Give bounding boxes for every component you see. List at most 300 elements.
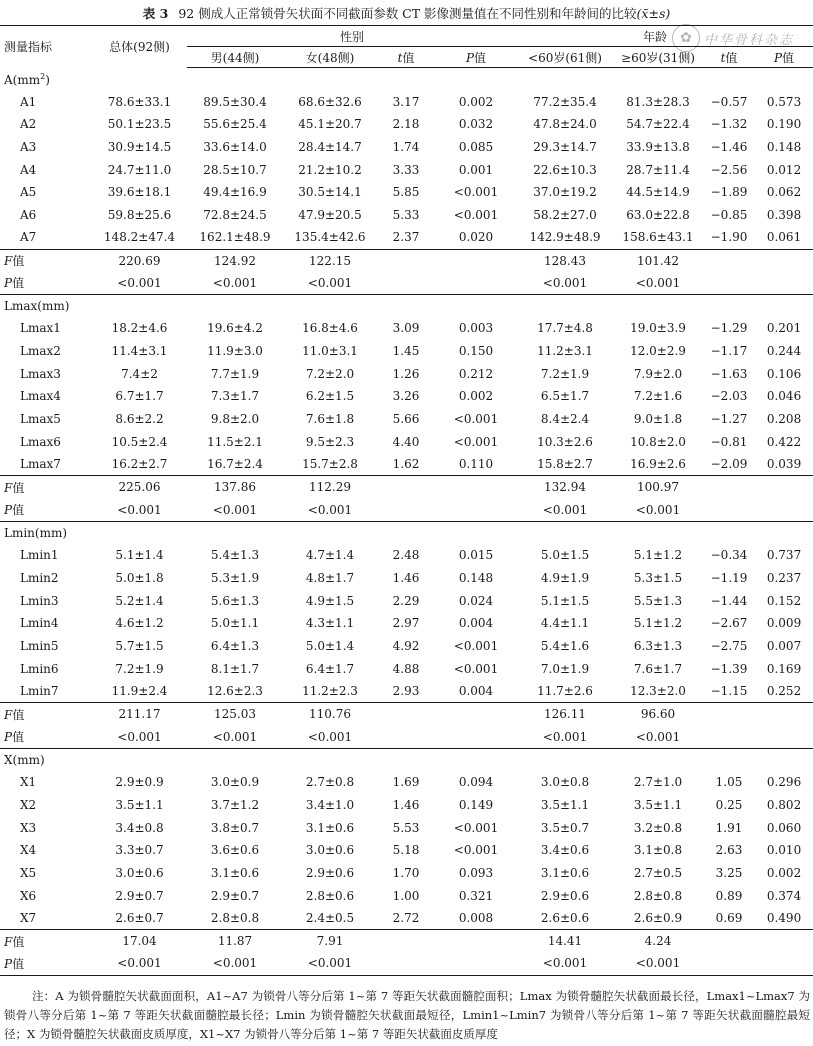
table-cell: 3.25 xyxy=(715,865,743,880)
col-group-sex: 性别 xyxy=(187,26,517,47)
table-cell: 0.001 xyxy=(458,162,494,177)
table-cell: 0.321 xyxy=(458,888,494,903)
table-cell: 0.190 xyxy=(766,117,802,132)
journal-seal-icon: ✿ xyxy=(672,24,700,52)
table-cell: 7.2±1.9 xyxy=(540,366,590,381)
table-cell: 4.9±1.9 xyxy=(540,570,590,585)
table-cell: 7.3±1.7 xyxy=(210,389,260,404)
table-cell: 162.1±48.9 xyxy=(199,230,271,245)
table-cell: 16.8±4.6 xyxy=(302,321,358,336)
table-cell: 11.5±2.1 xyxy=(207,434,263,449)
table-cell: <0.001 xyxy=(453,639,499,654)
stat-label: F值 xyxy=(0,930,92,953)
table-cell: 6.4±1.7 xyxy=(305,661,355,676)
table-cell: 0.024 xyxy=(458,593,494,608)
table-cell: 10.8±2.0 xyxy=(630,434,686,449)
table-cell: 3.4±1.0 xyxy=(305,797,355,812)
table-cell: 30.5±14.1 xyxy=(298,185,362,200)
table-cell: 2.6±0.9 xyxy=(633,911,683,926)
table-cell: 3.09 xyxy=(392,321,420,336)
table-cell: 3.1±0.6 xyxy=(305,820,355,835)
table-cell: 10.3±2.6 xyxy=(537,434,593,449)
section-title: Lmax(mm) xyxy=(0,294,813,317)
table-cell: Lmin5 xyxy=(20,639,59,654)
table-cell: 12.3±2.0 xyxy=(630,684,686,699)
table-cell: 1.91 xyxy=(715,820,743,835)
table-cell: A1 xyxy=(20,94,37,109)
table-cell: 0.003 xyxy=(458,321,494,336)
table-cell: 28.7±11.4 xyxy=(626,162,690,177)
table-cell: 9.5±2.3 xyxy=(305,434,355,449)
table-cell: 220.69 xyxy=(92,249,187,272)
table-cell: 29.3±14.7 xyxy=(533,139,597,154)
table-label: 表 3 xyxy=(142,6,169,21)
table-cell: 5.4±1.3 xyxy=(210,548,260,563)
table-cell: 110.76 xyxy=(283,703,377,726)
table-cell: 19.6±4.2 xyxy=(207,321,263,336)
table-cell: 37.0±19.2 xyxy=(533,185,597,200)
table-cell: 15.8±2.7 xyxy=(537,457,593,472)
table-cell: −1.27 xyxy=(710,412,748,427)
table-cell: 124.92 xyxy=(187,249,283,272)
table-cell: 3.5±0.7 xyxy=(540,820,590,835)
table-cell xyxy=(755,930,813,953)
table-cell: −1.90 xyxy=(710,230,748,245)
table-cell: 4.88 xyxy=(392,661,420,676)
table-cell: 5.66 xyxy=(392,412,420,427)
col-header-female: 女(48侧) xyxy=(283,47,377,68)
table-cell: <0.001 xyxy=(542,729,588,744)
table-cell: 0.032 xyxy=(458,117,494,132)
table-cell: A4 xyxy=(20,162,37,177)
table-cell: X6 xyxy=(20,888,37,903)
table-title: 92 侧成人正常锁骨矢状面不同截面参数 CT 影像测量值在不同性别和年龄间的比较 xyxy=(178,6,637,21)
table-cell: 5.0±1.4 xyxy=(305,639,355,654)
table-cell: 6.5±1.7 xyxy=(540,389,590,404)
table-cell: 5.18 xyxy=(392,843,420,858)
section-title: X(mm) xyxy=(0,748,813,771)
table-cell: Lmax5 xyxy=(20,412,61,427)
col-header-p-age: P值 xyxy=(755,47,813,68)
table-row xyxy=(0,181,813,204)
table-cell: −2.75 xyxy=(710,639,748,654)
table-cell: 0.737 xyxy=(766,548,802,563)
table-cell: 11.9±2.4 xyxy=(111,684,168,699)
table-cell: −0.85 xyxy=(710,207,748,222)
table-cell: 4.3±1.1 xyxy=(305,616,355,631)
table-cell: Lmax2 xyxy=(20,344,61,359)
table-cell: 0.422 xyxy=(766,434,802,449)
table-cell: 0.152 xyxy=(766,593,802,608)
table-cell: 2.7±0.5 xyxy=(633,865,683,880)
table-cell: 68.6±32.6 xyxy=(298,94,362,109)
table-cell xyxy=(435,249,517,272)
table-cell: <0.001 xyxy=(453,185,499,200)
table-cell: −0.34 xyxy=(710,548,748,563)
table-cell: 10.5±2.4 xyxy=(111,434,168,449)
table-cell: 7.6±1.8 xyxy=(305,412,355,427)
table-cell: 2.37 xyxy=(392,230,420,245)
table-cell: 3.1±0.8 xyxy=(633,843,683,858)
table-row xyxy=(0,362,813,385)
table-cell: 7.4±2 xyxy=(121,366,158,381)
table-cell: <0.001 xyxy=(307,729,353,744)
table-cell: 142.9±48.9 xyxy=(529,230,601,245)
table-cell: 0.020 xyxy=(458,230,494,245)
table-cell: 0.039 xyxy=(766,457,802,472)
table-cell: 5.1±1.4 xyxy=(115,548,164,563)
table-footnote: 注：A 为锁骨髓腔矢状截面面积，A1~A7 为锁骨八等分后第 1~第 7 等距矢状截面髓腔面积；Lmax 为锁骨髓腔矢状截面最长径，Lmax1~Lmax7 为锁骨八等分后第 1~第 7 等距矢状截面髓腔最长径；Lmin 为锁骨髓腔矢状截面最短径，Lmin1~Lmin7 为锁骨八等分后第 1~第 7 等距矢状截面髓腔最短径；X 为锁骨髓腔矢状截面皮质厚度，X1~X7 为锁骨八等分后第 1~第 7 等距矢状截面皮质厚度 xyxy=(4,989,810,1041)
table-cell: 0.061 xyxy=(766,230,802,245)
table-cell: 0.244 xyxy=(766,344,802,359)
table-cell: 19.0±3.9 xyxy=(630,321,686,336)
table-row xyxy=(0,567,813,590)
table-cell: 100.97 xyxy=(613,476,703,499)
table-cell: 0.094 xyxy=(458,775,494,790)
table-cell: 6.2±1.5 xyxy=(305,389,355,404)
table-cell: 5.1±1.5 xyxy=(540,593,590,608)
table-cell xyxy=(755,272,813,295)
table-cell: <0.001 xyxy=(92,952,187,975)
table-cell: 148.2±47.4 xyxy=(103,230,176,245)
table-cell: 3.6±0.6 xyxy=(210,843,260,858)
table-cell: 3.3±0.7 xyxy=(115,843,164,858)
table-cell: <0.001 xyxy=(517,952,613,975)
table-cell: 7.0±1.9 xyxy=(540,661,590,676)
table-cell: 8.1±1.7 xyxy=(210,661,260,676)
table-cell: −0.57 xyxy=(710,94,748,109)
table-cell: 45.1±20.7 xyxy=(298,117,362,132)
table-cell: Lmin1 xyxy=(20,548,59,563)
table-cell xyxy=(755,725,813,748)
stat-label: P值 xyxy=(4,503,25,518)
table-row xyxy=(0,612,813,635)
table-cell: <0.001 xyxy=(453,412,499,427)
table-cell: <0.001 xyxy=(453,207,499,222)
table-row xyxy=(0,453,813,476)
table-cell: 7.9±2.0 xyxy=(633,366,683,381)
stat-row-p xyxy=(0,952,813,975)
table-cell: −1.39 xyxy=(710,661,748,676)
table-cell: 4.24 xyxy=(613,930,703,953)
table-cell xyxy=(377,930,435,953)
table-cell: −2.09 xyxy=(710,457,748,472)
table-cell: Lmax6 xyxy=(20,434,61,449)
table-cell: 2.93 xyxy=(392,684,420,699)
table-cell: 2.97 xyxy=(392,616,420,631)
table-cell: 9.8±2.0 xyxy=(210,412,260,427)
table-cell: X5 xyxy=(20,865,37,880)
section-header-row xyxy=(0,748,813,771)
table-cell xyxy=(755,952,813,975)
table-cell: 3.0±0.6 xyxy=(115,865,164,880)
table-row xyxy=(0,635,813,658)
table-cell xyxy=(377,249,435,272)
table-cell: 0.148 xyxy=(458,570,494,585)
stat-row-p xyxy=(0,725,813,748)
table-cell xyxy=(435,703,517,726)
table-cell: 89.5±30.4 xyxy=(203,94,267,109)
table-cell: 5.7±1.5 xyxy=(115,639,164,654)
table-cell: 0.093 xyxy=(458,865,494,880)
table-cell: 0.106 xyxy=(766,366,802,381)
table-cell: 7.2±1.6 xyxy=(633,389,683,404)
section-title: $A(mm^2)$ xyxy=(4,71,50,87)
col-header-t-sex: t值 xyxy=(377,47,435,68)
table-cell xyxy=(755,476,813,499)
table-cell: 3.8±0.7 xyxy=(210,820,260,835)
table-cell: 137.86 xyxy=(187,476,283,499)
table-cell: 11.2±2.3 xyxy=(302,684,358,699)
table-cell: 0.89 xyxy=(715,888,743,903)
table-cell: 7.2±1.9 xyxy=(115,661,164,676)
table-cell: 125.03 xyxy=(187,703,283,726)
table-cell: 5.33 xyxy=(392,207,420,222)
table-cell: 3.1±0.6 xyxy=(210,865,260,880)
table-cell: 4.8±1.7 xyxy=(305,570,355,585)
table-cell: 54.7±22.4 xyxy=(626,117,690,132)
table-cell xyxy=(435,725,517,748)
table-cell: 72.8±24.5 xyxy=(203,207,267,222)
table-cell: 2.63 xyxy=(715,843,743,858)
table-cell: 4.7±1.4 xyxy=(305,548,355,563)
table-cell: 6.4±1.3 xyxy=(210,639,260,654)
table-cell: <0.001 xyxy=(542,275,588,290)
table-cell: 44.5±14.9 xyxy=(626,185,690,200)
table-cell: 1.26 xyxy=(392,366,420,381)
table-cell: 3.4±0.6 xyxy=(540,843,590,858)
table-cell: X3 xyxy=(20,820,37,835)
table-cell: 39.6±18.1 xyxy=(107,185,172,200)
table-cell: <0.001 xyxy=(453,843,499,858)
table-row xyxy=(0,884,813,907)
table-cell: <0.001 xyxy=(453,820,499,835)
table-cell xyxy=(755,249,813,272)
table-cell: 0.212 xyxy=(458,366,494,381)
table-row xyxy=(0,158,813,181)
table-cell: 2.7±0.8 xyxy=(305,775,355,790)
table-cell: 0.148 xyxy=(766,139,802,154)
data-table xyxy=(0,25,813,976)
table-caption xyxy=(0,4,813,22)
table-cell: <0.001 xyxy=(212,502,258,517)
table-cell: 2.9±0.6 xyxy=(305,865,355,880)
table-row xyxy=(0,657,813,680)
table-cell: 18.2±4.6 xyxy=(111,321,168,336)
table-row xyxy=(0,113,813,136)
table-cell: A2 xyxy=(20,117,37,132)
table-cell: X2 xyxy=(20,797,37,812)
table-cell: 0.009 xyxy=(766,616,802,631)
table-cell: 3.5±1.1 xyxy=(633,797,683,812)
table-cell: <0.001 xyxy=(212,729,258,744)
table-cell: 3.0±0.8 xyxy=(540,775,590,790)
table-cell: 0.110 xyxy=(458,457,494,472)
table-cell: 0.573 xyxy=(766,94,802,109)
table-cell: 7.2±2.0 xyxy=(305,366,355,381)
col-group-age xyxy=(517,26,813,47)
table-cell: 28.5±10.7 xyxy=(203,162,267,177)
table-cell: −1.29 xyxy=(710,321,748,336)
table-cell: 135.4±42.6 xyxy=(294,230,366,245)
table-cell: 16.9±2.6 xyxy=(630,457,686,472)
table-cell: −2.67 xyxy=(710,616,748,631)
table-cell: 0.015 xyxy=(458,548,494,563)
table-cell: −1.46 xyxy=(710,139,748,154)
table-cell: 21.2±10.2 xyxy=(298,162,362,177)
table-cell: 4.6±1.2 xyxy=(115,616,164,631)
stat-row-f xyxy=(0,249,813,272)
table-cell: 0.002 xyxy=(458,94,494,109)
table-cell: 47.9±20.5 xyxy=(298,207,362,222)
table-cell: <0.001 xyxy=(453,434,499,449)
table-cell: 1.05 xyxy=(715,775,743,790)
table-cell: 7.91 xyxy=(283,930,377,953)
table-cell: 5.1±1.2 xyxy=(633,548,683,563)
table-cell: 0.374 xyxy=(766,888,802,903)
table-cell: 0.69 xyxy=(715,911,743,926)
table-cell: 14.41 xyxy=(517,930,613,953)
table-cell: 58.2±27.0 xyxy=(533,207,597,222)
table-cell: 3.5±1.1 xyxy=(115,797,164,812)
table-cell: 2.72 xyxy=(392,911,420,926)
table-cell: 12.6±2.3 xyxy=(207,684,263,699)
table-cell: 8.4±2.4 xyxy=(540,412,590,427)
table-cell: 9.0±1.8 xyxy=(633,412,683,427)
table-cell: 16.7±2.4 xyxy=(207,457,263,472)
table-row xyxy=(0,771,813,794)
table-cell: 1.45 xyxy=(392,344,420,359)
table-cell: 5.3±1.9 xyxy=(210,570,260,585)
table-cell: 2.18 xyxy=(392,117,420,132)
table-row xyxy=(0,431,813,454)
table-cell: Lmin4 xyxy=(20,616,59,631)
table-cell: 211.17 xyxy=(92,703,187,726)
table-cell: <0.001 xyxy=(307,502,353,517)
table-cell: 0.398 xyxy=(766,207,802,222)
table-cell: 2.8±0.8 xyxy=(210,911,260,926)
table-cell: 5.6±1.3 xyxy=(210,593,260,608)
section-header-row xyxy=(0,294,813,317)
table-cell: 2.9±0.7 xyxy=(210,888,260,903)
table-cell: 0.237 xyxy=(766,570,802,585)
table-cell: 0.296 xyxy=(766,775,802,790)
table-cell xyxy=(435,476,517,499)
table-cell: 101.42 xyxy=(613,249,703,272)
table-cell: 2.6±0.6 xyxy=(540,911,590,926)
table-cell: 3.17 xyxy=(392,94,420,109)
table-cell: 3.26 xyxy=(392,389,420,404)
stat-row-f xyxy=(0,476,813,499)
col-group-age-label: 年龄 xyxy=(643,29,668,44)
col-header-overall: 总体(92侧) xyxy=(92,26,187,68)
table-cell: 11.2±3.1 xyxy=(537,344,593,359)
table-row xyxy=(0,862,813,885)
table-cell: 5.0±1.1 xyxy=(210,616,260,631)
table-cell xyxy=(377,703,435,726)
table-cell: 50.1±23.5 xyxy=(107,117,172,132)
table-cell: 3.7±1.2 xyxy=(210,797,260,812)
col-header-p-sex: P值 xyxy=(435,47,517,68)
table-cell: 6.3±1.3 xyxy=(633,639,683,654)
table-cell: A3 xyxy=(20,139,37,154)
stat-row-f xyxy=(0,930,813,953)
table-cell: <0.001 xyxy=(117,502,162,517)
table-cell: <0.001 xyxy=(613,952,703,975)
table-row xyxy=(0,794,813,817)
table-cell: <0.001 xyxy=(187,952,283,975)
table-row xyxy=(0,385,813,408)
table-row xyxy=(0,317,813,340)
table-cell: <0.001 xyxy=(542,502,588,517)
table-row xyxy=(0,226,813,249)
table-cell: <0.001 xyxy=(117,729,162,744)
col-header-age-lt60: <60岁(61侧) xyxy=(517,47,613,68)
table-cell: 11.4±3.1 xyxy=(111,344,168,359)
table-cell: 5.2±1.4 xyxy=(115,593,164,608)
table-cell: 8.6±2.2 xyxy=(115,412,164,427)
table-cell: 3.1±0.6 xyxy=(540,865,590,880)
col-header-age-ge60: ≥60岁(31侧) xyxy=(613,47,703,68)
stat-label: F值 xyxy=(0,476,92,499)
table-cell: 1.46 xyxy=(392,570,420,585)
table-cell: 1.69 xyxy=(392,775,420,790)
table-cell: 5.3±1.5 xyxy=(633,570,683,585)
table-cell: 1.74 xyxy=(392,139,420,154)
table-cell: 0.060 xyxy=(766,820,802,835)
table-cell: 0.012 xyxy=(766,162,802,177)
table-row xyxy=(0,839,813,862)
table-cell: 11.87 xyxy=(187,930,283,953)
table-cell: 122.15 xyxy=(283,249,377,272)
header-row-groups xyxy=(0,26,813,47)
table-row xyxy=(0,340,813,363)
table-cell: −1.44 xyxy=(710,593,748,608)
table-cell: 2.29 xyxy=(392,593,420,608)
table-cell: 128.43 xyxy=(517,249,613,272)
table-cell: 28.4±14.7 xyxy=(298,139,362,154)
table-cell: <0.001 xyxy=(635,502,681,517)
table-cell: 0.002 xyxy=(458,389,494,404)
table-cell: 0.004 xyxy=(458,684,494,699)
table-cell: <0.001 xyxy=(283,952,377,975)
table-cell: 5.0±1.5 xyxy=(540,548,590,563)
table-cell xyxy=(703,952,755,975)
table-cell: 0.149 xyxy=(458,797,494,812)
table-cell: 0.010 xyxy=(766,843,802,858)
table-cell xyxy=(435,499,517,522)
table-cell: 33.6±14.0 xyxy=(203,139,267,154)
table-cell: 47.8±24.0 xyxy=(533,117,597,132)
table-cell: 4.4±1.1 xyxy=(540,616,590,631)
table-cell: A6 xyxy=(20,207,37,222)
table-cell: 63.0±22.8 xyxy=(626,207,690,222)
table-cell: 11.9±3.0 xyxy=(207,344,263,359)
table-cell: 3.33 xyxy=(392,162,420,177)
table-cell: 81.3±28.3 xyxy=(626,94,690,109)
table-cell: −1.19 xyxy=(710,570,748,585)
table-cell: 2.9±0.7 xyxy=(115,888,164,903)
col-header-t-age: t值 xyxy=(703,47,755,68)
table-cell: 17.04 xyxy=(92,930,187,953)
table-cell: 5.4±1.6 xyxy=(540,639,590,654)
table-cell: 17.7±4.8 xyxy=(537,321,593,336)
table-cell: −1.32 xyxy=(710,117,748,132)
table-row xyxy=(0,680,813,703)
table-cell: 0.201 xyxy=(766,321,802,336)
table-cell: 0.004 xyxy=(458,616,494,631)
table-cell: 2.8±0.8 xyxy=(633,888,683,903)
